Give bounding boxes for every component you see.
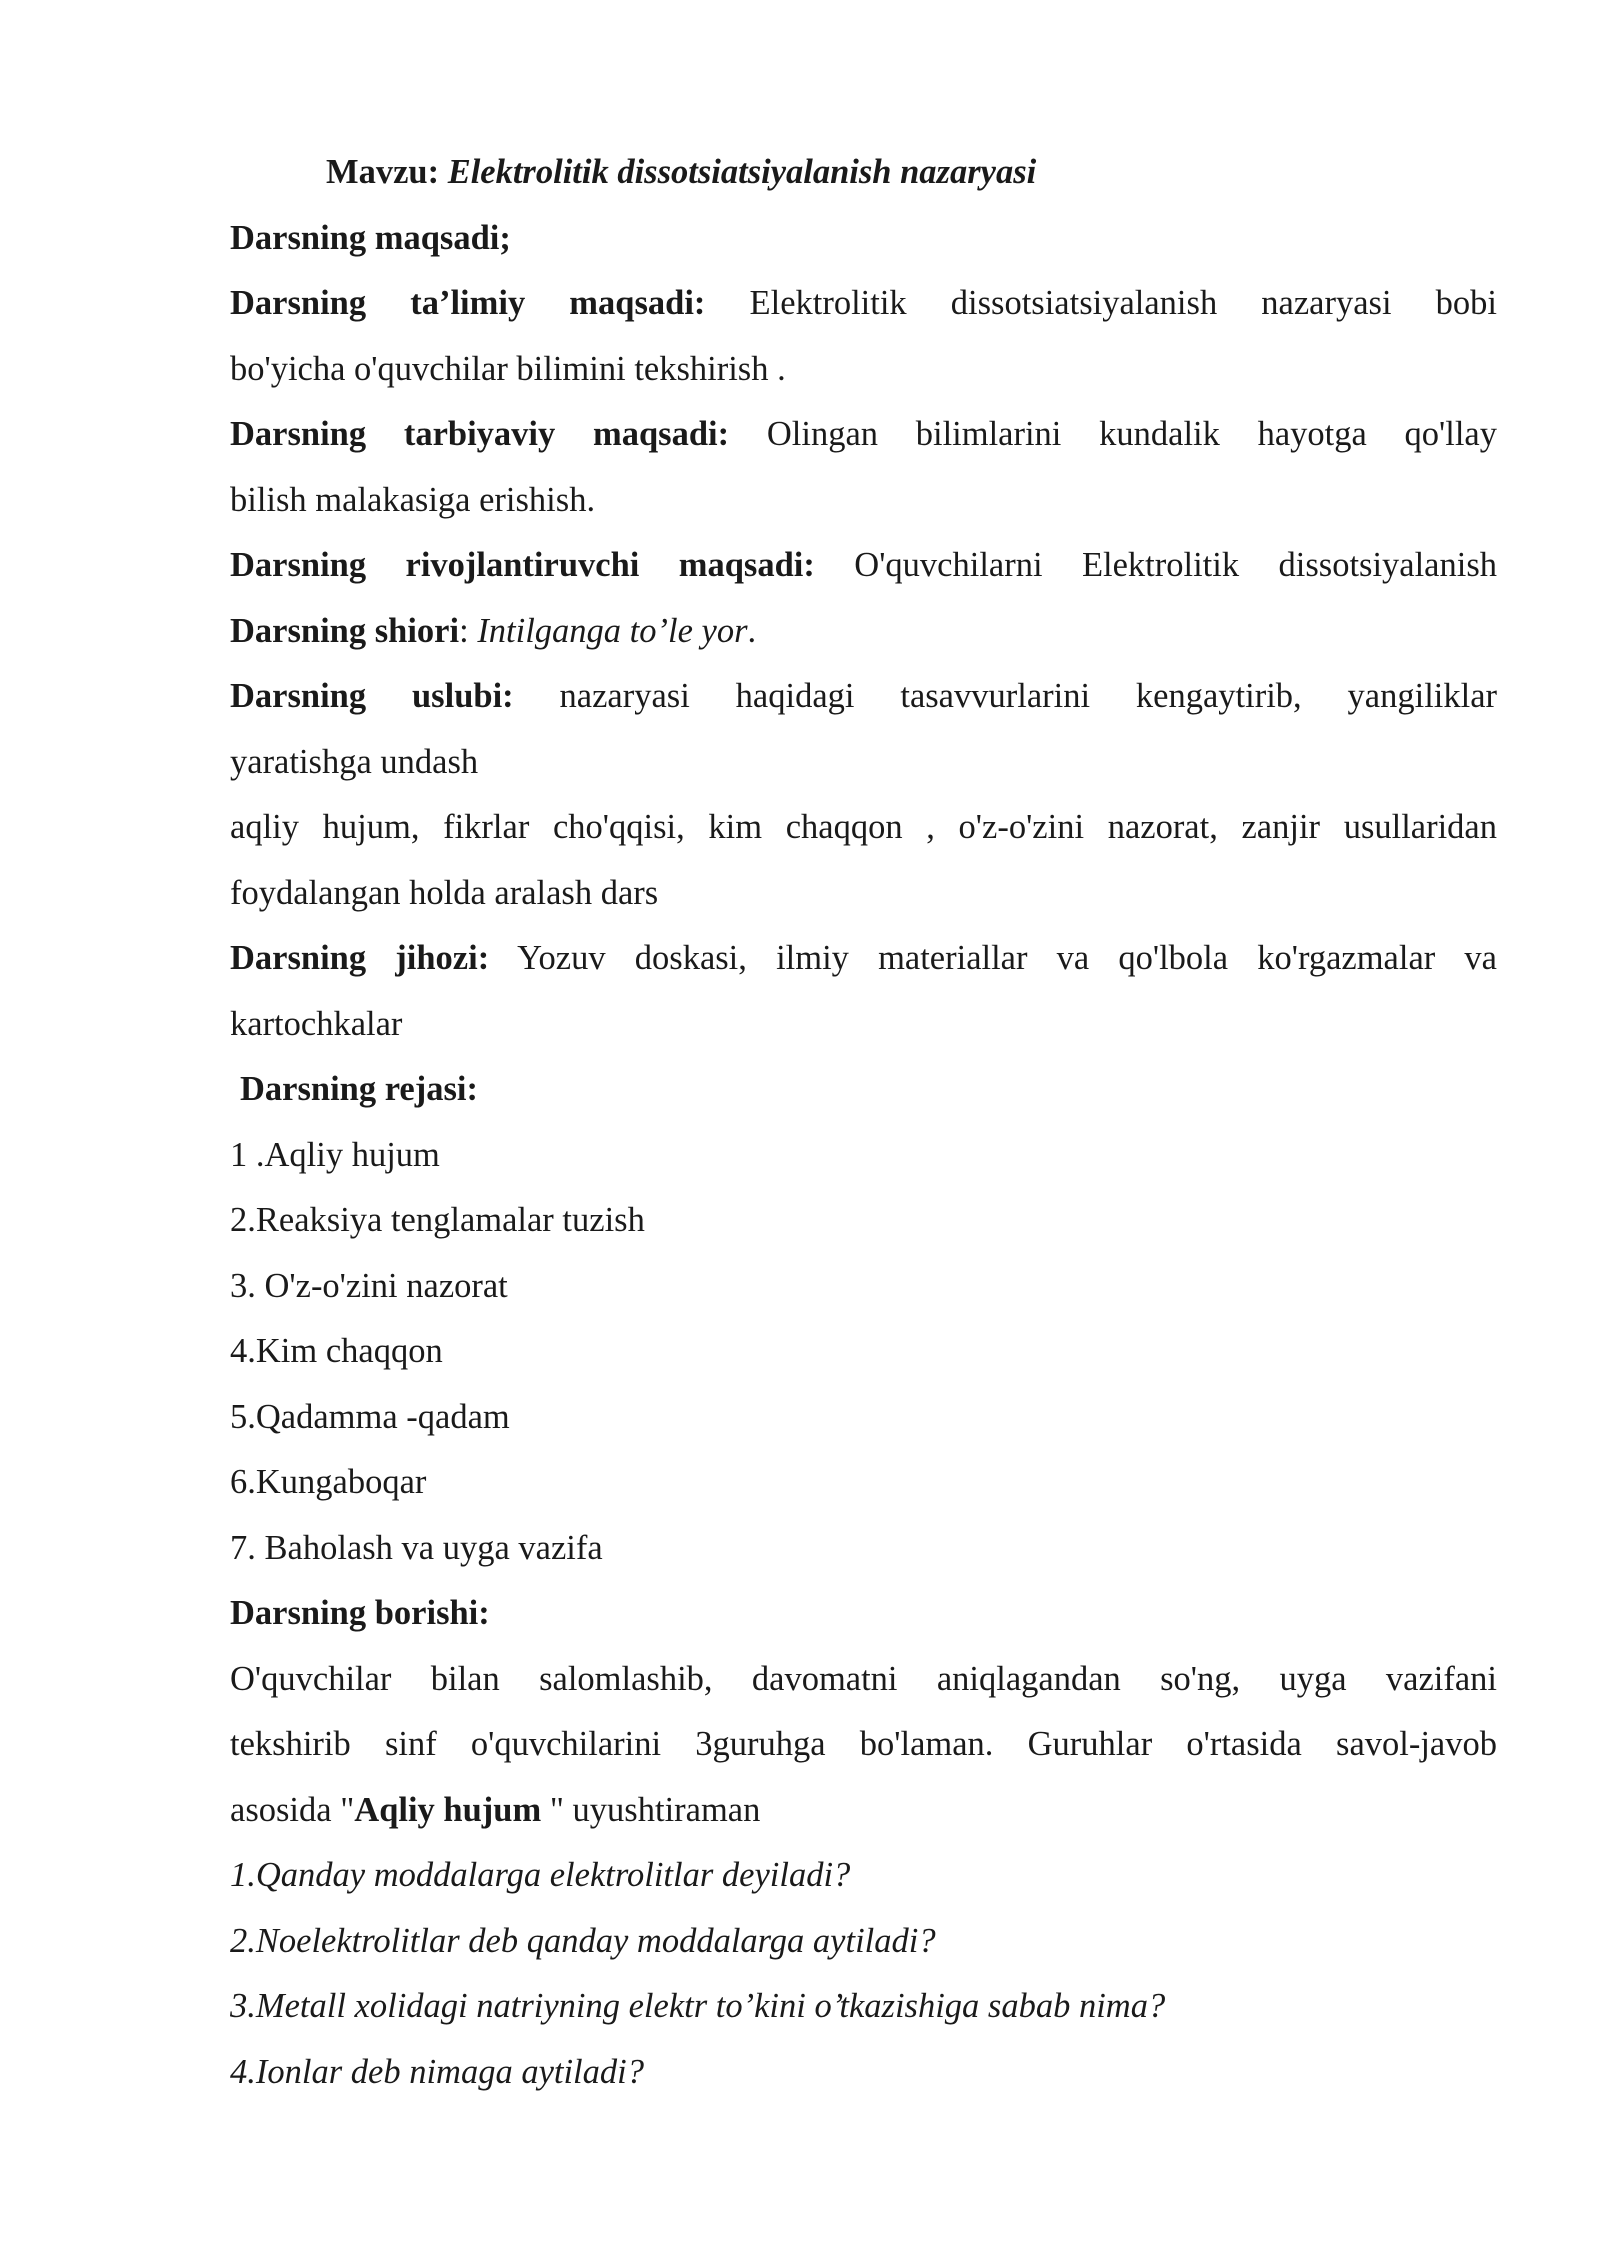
question-item: 2.Noelektrolitlar deb qanday moddalarga aytiladi? — [230, 1921, 936, 1960]
method-line4: foydalangan holda aralash dars — [230, 873, 659, 912]
educational-goal-line2: bo'yicha o'quvchilar bilimini tekshirish . — [230, 349, 786, 388]
question-item: 1.Qanday moddalarga elektrolitlar deyiladi? — [230, 1856, 851, 1894]
progress-line3: asosida "Aqliy hujum " uyushtiraman — [230, 1790, 761, 1829]
topic-label: Mavzu: — [326, 153, 440, 191]
plan-heading: Darsning rejasi: — [240, 1070, 478, 1108]
document-page — [230, 140, 1497, 2105]
motto-label: Darsning shiori — [230, 611, 460, 650]
developmental-goal-line: Darsning rivojlantiruvchi maqsadi: O'quvchilarni Elektrolitik dissotsiyalanish — [230, 546, 1498, 584]
progress-line1: O'quvchilar bilan salomlashib, davomatni aniqlagandan so'ng, uyga vazifani — [230, 1659, 1497, 1698]
upbringing-goal-line2: bilish malakasiga erishish. — [230, 480, 596, 519]
method-label: Darsning uslubi: — [230, 677, 514, 715]
progress-line2: tekshirib sinf o'quvchilarini 3guruhga bo'laman. Guruhlar o'rtasida savol-javob — [230, 1725, 1497, 1763]
goals-heading: Darsning maqsadi; — [230, 218, 511, 257]
upbringing-goal-label: Darsning tarbiyaviy maqsadi: — [230, 415, 730, 453]
equipment-line1: Darsning jihozi: Yozuv doskasi, ilmiy materiallar va qo'lbola ko'rgazmalar va — [230, 939, 1497, 977]
progress-heading: Darsning borishi: — [230, 1594, 490, 1632]
question-item: 3.Metall xolidagi natriyning elektr to’kini o’tkazishiga sabab nima? — [230, 1987, 1166, 2025]
method-line1: Darsning uslubi: nazaryasi haqidagi tasavvurlarini kengaytirib, yangiliklar — [230, 677, 1498, 715]
motto-text: Intilganga to’le yor — [477, 611, 748, 650]
method-line2: yaratishga undash — [230, 742, 479, 781]
equipment-line2: kartochkalar — [230, 1004, 403, 1043]
plan-item: 2.Reaksiya tenglamalar tuzish — [230, 1201, 645, 1239]
educational-goal-line1: Darsning ta’limiy maqsadi: Elektrolitik dissotsiatsiyalanish nazaryasi bobi — [230, 284, 1497, 322]
upbringing-goal-line1: Darsning tarbiyaviy maqsadi: Olingan bilimlarini kundalik hayotga qo'llay — [230, 415, 1497, 453]
equipment-label: Darsning jihozi: — [230, 939, 490, 977]
plan-item: 1 .Aqliy hujum — [230, 1135, 440, 1174]
plan-item: 5.Qadamma -qadam — [230, 1397, 510, 1436]
plan-item: 7. Baholash va uyga vazifa — [230, 1528, 603, 1567]
topic-title — [230, 140, 1497, 206]
plan-item: 3. O'z-o'zini nazorat — [230, 1266, 508, 1305]
method-line3: aqliy hujum, fikrlar cho'qqisi, kim chaqqon , o'z-o'zini nazorat, zanjir usullaridan — [230, 808, 1497, 846]
motto-line: Darsning shiori: Intilganga to’le yor. — [230, 611, 757, 650]
developmental-goal-label: Darsning rivojlantiruvchi maqsadi: — [230, 546, 815, 584]
topic-name: Elektrolitik dissotsiatsiyalanish nazaryasi — [447, 153, 1037, 191]
plan-item: 4.Kim chaqqon — [230, 1332, 443, 1370]
brainstorm-term: Aqliy hujum — [354, 1790, 542, 1829]
question-item: 4.Ionlar deb nimaga aytiladi? — [230, 2052, 644, 2091]
educational-goal-label: Darsning ta’limiy maqsadi: — [230, 284, 706, 322]
plan-item: 6.Kungaboqar — [230, 1463, 427, 1501]
